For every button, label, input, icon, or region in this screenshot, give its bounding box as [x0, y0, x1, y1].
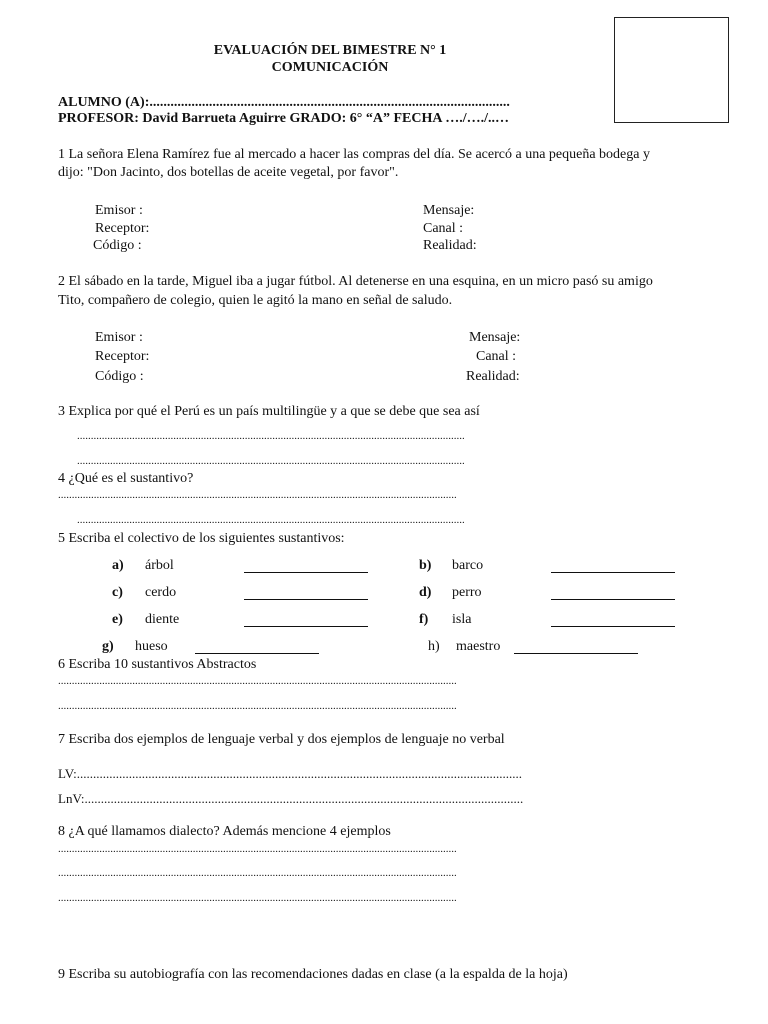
q2-codigo-label: Código :	[95, 369, 144, 384]
q2-text-line1: 2 El sábado en la tarde, Miguel iba a jugar fútbol. Al detenerse en una esquina, en un micro pasó su amigo	[58, 274, 653, 289]
q5-blank-g[interactable]	[195, 653, 319, 654]
q5-word-e: diente	[145, 612, 180, 627]
q9-text: 9 Escriba su autobiografía con las recomendaciones dadas en clase (a la espalda de la hoja)	[58, 967, 568, 982]
q5-letter-a: a)	[112, 558, 124, 573]
q5-letter-h: h)	[428, 639, 440, 654]
q8-answer-line3[interactable]: .................................................................................................................................................	[58, 892, 457, 904]
q8-answer-line1[interactable]: .................................................................................................................................................	[58, 843, 457, 855]
q4-text: 4 ¿Qué es el sustantivo?	[58, 471, 194, 486]
q6-text: 6 Escriba 10 sustantivos Abstractos	[58, 657, 257, 672]
q4-answer-line1[interactable]: .................................................................................................................................................	[58, 489, 457, 501]
q5-blank-f[interactable]	[551, 626, 675, 627]
q5-blank-b[interactable]	[551, 572, 675, 573]
q2-receptor-label: Receptor:	[95, 349, 150, 364]
q1-text-line2: dijo: "Don Jacinto, dos botellas de aceite vegetal, por favor".	[58, 165, 399, 180]
q2-canal-label: Canal :	[476, 349, 517, 364]
q2-realidad-label: Realidad:	[466, 369, 520, 384]
q1-emisor-label: Emisor :	[95, 203, 143, 218]
q1-codigo-label: Código :	[93, 238, 142, 253]
q7-text: 7 Escriba dos ejemplos de lenguaje verbal y dos ejemplos de lenguaje no verbal	[58, 732, 505, 747]
q3-text: 3 Explica por qué el Perú es un país multilingüe y a que se debe que sea así	[58, 404, 480, 419]
q5-word-h: maestro	[456, 639, 501, 654]
q1-receptor-label: Receptor:	[95, 221, 150, 236]
q1-mensaje-label: Mensaje:	[423, 203, 475, 218]
q5-letter-g: g)	[102, 639, 114, 654]
q5-letter-c: c)	[112, 585, 123, 600]
q5-word-g: hueso	[135, 639, 168, 654]
q2-text-line2: Tito, compañero de colegio, quien le agitó la mano en señal de saludo.	[58, 293, 453, 308]
q8-text: 8 ¿A qué llamamos dialecto? Además mencione 4 ejemplos	[58, 824, 391, 839]
q5-word-b: barco	[452, 558, 484, 573]
q5-blank-e[interactable]	[244, 626, 368, 627]
q5-word-c: cerdo	[145, 585, 177, 600]
exam-title: EVALUACIÓN DEL BIMESTRE N° 1	[213, 43, 447, 58]
q5-blank-h[interactable]	[514, 653, 638, 654]
q3-answer-line1[interactable]: .............................................................................................................................................	[77, 430, 465, 442]
q6-answer-line1[interactable]: .................................................................................................................................................	[58, 675, 457, 687]
q5-word-f: isla	[452, 612, 472, 627]
q5-blank-c[interactable]	[244, 599, 368, 600]
q5-word-a: árbol	[145, 558, 174, 573]
q7-lnv-field[interactable]: LnV:.......................................................................................................................................	[58, 791, 524, 806]
q1-canal-label: Canal :	[423, 221, 464, 236]
q5-word-d: perro	[452, 585, 482, 600]
q5-blank-d[interactable]	[551, 599, 675, 600]
profesor-line: PROFESOR: David Barrueta Aguirre GRADO: 6° “A” FECHA …./…./..…	[58, 111, 509, 126]
q4-answer-line2[interactable]: .............................................................................................................................................	[77, 514, 465, 526]
q3-answer-line2[interactable]: .............................................................................................................................................	[77, 455, 465, 467]
q2-mensaje-label: Mensaje:	[469, 330, 521, 345]
q6-answer-line2[interactable]: .................................................................................................................................................	[58, 700, 457, 712]
q5-blank-a[interactable]	[244, 572, 368, 573]
q5-text: 5 Escriba el colectivo de los siguientes sustantivos:	[58, 531, 345, 546]
q2-emisor-label: Emisor :	[95, 330, 143, 345]
subject-title: COMUNICACIÓN	[271, 60, 389, 75]
q5-letter-e: e)	[112, 612, 123, 627]
q7-lv-field[interactable]: LV:.........................................................................................................................................	[58, 766, 523, 781]
q1-realidad-label: Realidad:	[423, 238, 477, 253]
q5-letter-d: d)	[419, 585, 432, 600]
alumno-field[interactable]: ALUMNO (A):.......................................................................................................	[58, 95, 510, 110]
q5-letter-f: f)	[419, 612, 429, 627]
q5-letter-b: b)	[419, 558, 432, 573]
q8-answer-line2[interactable]: .................................................................................................................................................	[58, 867, 457, 879]
q1-text-line1: 1 La señora Elena Ramírez fue al mercado a hacer las compras del día. Se acercó a una pequeña bodega y	[58, 147, 650, 162]
